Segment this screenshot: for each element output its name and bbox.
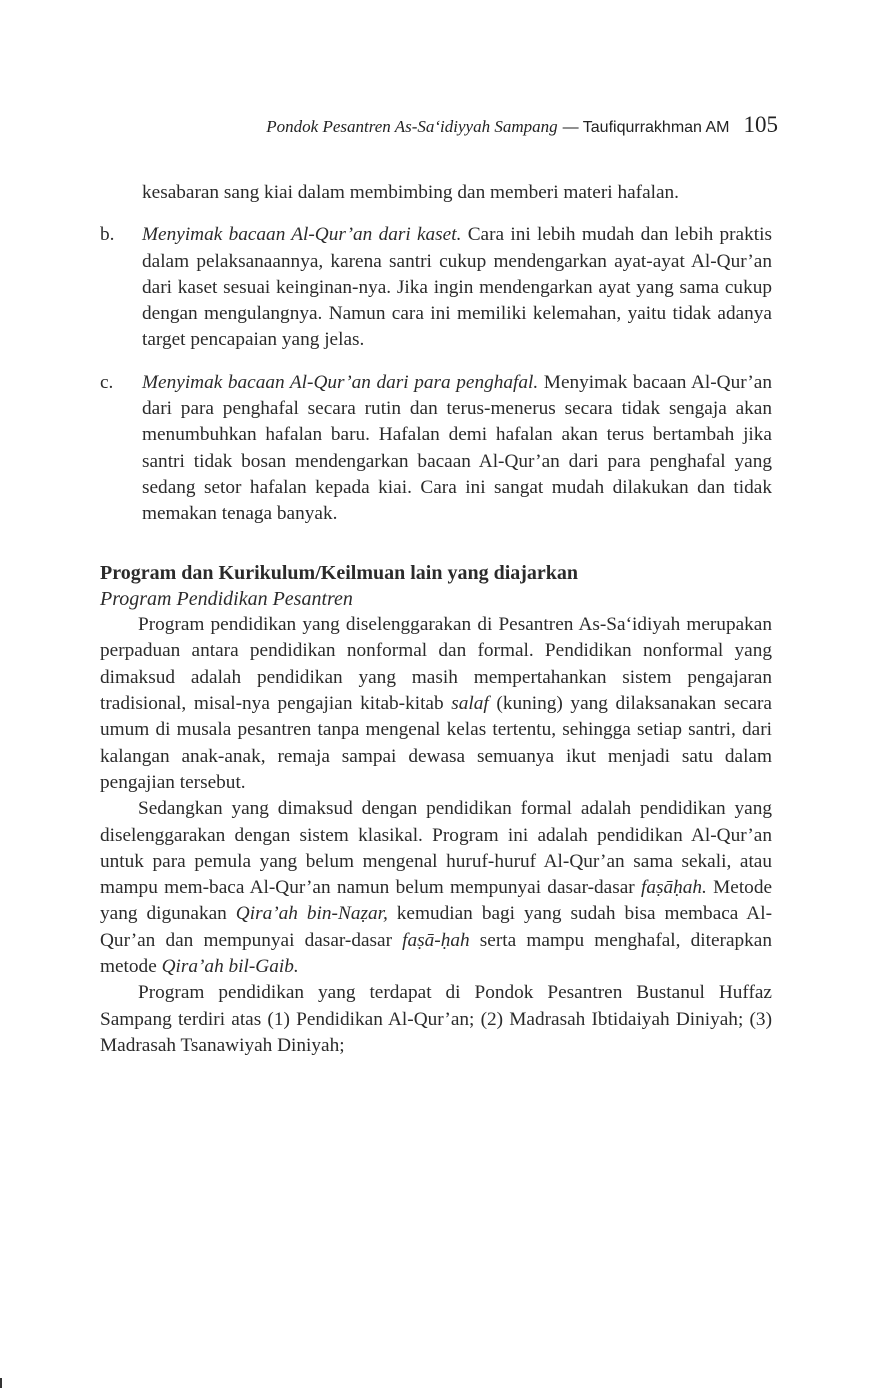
subsection-heading: Program Pendidikan Pesantren [100,587,353,610]
page-header [148,112,778,138]
italic-term: Qira’ah bil-Gaib. [161,956,299,978]
text-run: Metode yang digunakan [100,877,773,925]
list-item-title: Menyimak bacaan Al-Qur’an dari para penghafal. [142,371,539,393]
list-item-title: Menyimak bacaan Al-Qur’an dari kaset. [142,224,462,246]
text-run: kemudian bagi yang sudah bisa membaca Al-Qur’an dan mempunyai dasar-dasar [100,903,772,951]
italic-term: salaf [451,693,489,715]
page-body [100,180,772,1059]
italic-term: faṣā-ḥah [402,929,470,951]
list-item-text [142,222,772,353]
list-marker: c. [100,371,114,393]
list-item-description: Menyimak bacaan Al-Qur’an dari para penghafal secara rutin dan terus-menerus secara tidak sengaja akan menumbuhkan hafalan baru. Hafalan demi hafalan akan terus bertambah jika santri tidak bosan mendengarkan bacaan Al-Qur’an dari para penghafal yang sedang setor hafalan kepada kiai. Cara ini sangat mudah dilakukan dan tidak memakan tenaga banyak. [142,371,772,525]
list-item-description: Cara ini lebih mudah dan lebih praktis dalam pelaksanaannya, karena santri cukup mendengarkan ayat-ayat Al-Qur’an dari kaset sesuai keinginan-nya. Jika ingin mendengarkan ayat yang sama cukup dengan mengulangnya. Namun cara ini memiliki kelemahan, yaitu tidak adanya target pencapaian yang jelas. [142,224,772,351]
paragraph-2 [100,796,772,980]
continuation-paragraph: kesabaran sang kiai dalam membimbing dan memberi materi hafalan. [142,182,680,203]
italic-term: Qira’ah bin-Naẓar, [235,903,388,925]
running-title: Pondok Pesantren As-Sa‘idiyyah Sampang [266,117,558,136]
text-run: serta mampu menghafal, diterapkan metode [100,929,772,978]
page-number: 105 [743,112,778,137]
list-item-c [100,370,772,528]
section-heading: Program dan Kurikulum/Keilmuan lain yang diajarkan [100,561,579,584]
page-edge-mark [0,1378,2,1388]
list-item-b [100,222,772,353]
author-name: — Taufiqurrakhman AM [562,119,730,136]
text-run: (kuning) yang dilaksanakan secara umum di musala pesantren tanpa mengenal kelas tertentu, sehingga setiap santri, dari kalangan anak-anak, remaja sampai dewasa semuanya ikut menjadi satu dalam pengajian tersebut. [100,693,772,793]
text-run: Sedangkan yang dimaksud dengan pendidikan formal adalah pendidikan yang diselenggarakan dengan sistem klasikal. Program ini adalah pendidikan Al-Qur’an untuk para pemula yang belum mengenal huruf-huruf Al-Qur’an sama sekali, atau mampu mem-baca Al-Qur’an namun belum mempunyai dasar-dasar [100,798,772,899]
list-marker: b. [100,224,115,246]
list-item-text [142,370,772,528]
italic-term: faṣāḥah. [640,877,707,899]
text-run: Program pendidikan yang diselenggarakan di Pesantren As-Sa‘idiyah merupakan perpaduan antara pendidikan nonformal dan formal. Pendidikan nonformal yang dimaksud adalah pendidikan yang masih mempertahankan sistem pengajaran tradisional, misal-nya pengajian kitab-kitab [100,614,772,715]
paragraph-1 [100,612,772,796]
paragraph-3: Program pendidikan yang terdapat di Pondok Pesantren Bustanul Huffaz Sampang terdiri atas (1) Pendidikan Al-Qur’an; (2) Madrasah Ibtidaiyah Diniyah; (3) Madrasah Tsanawiyah Diniyah; [100,982,772,1056]
